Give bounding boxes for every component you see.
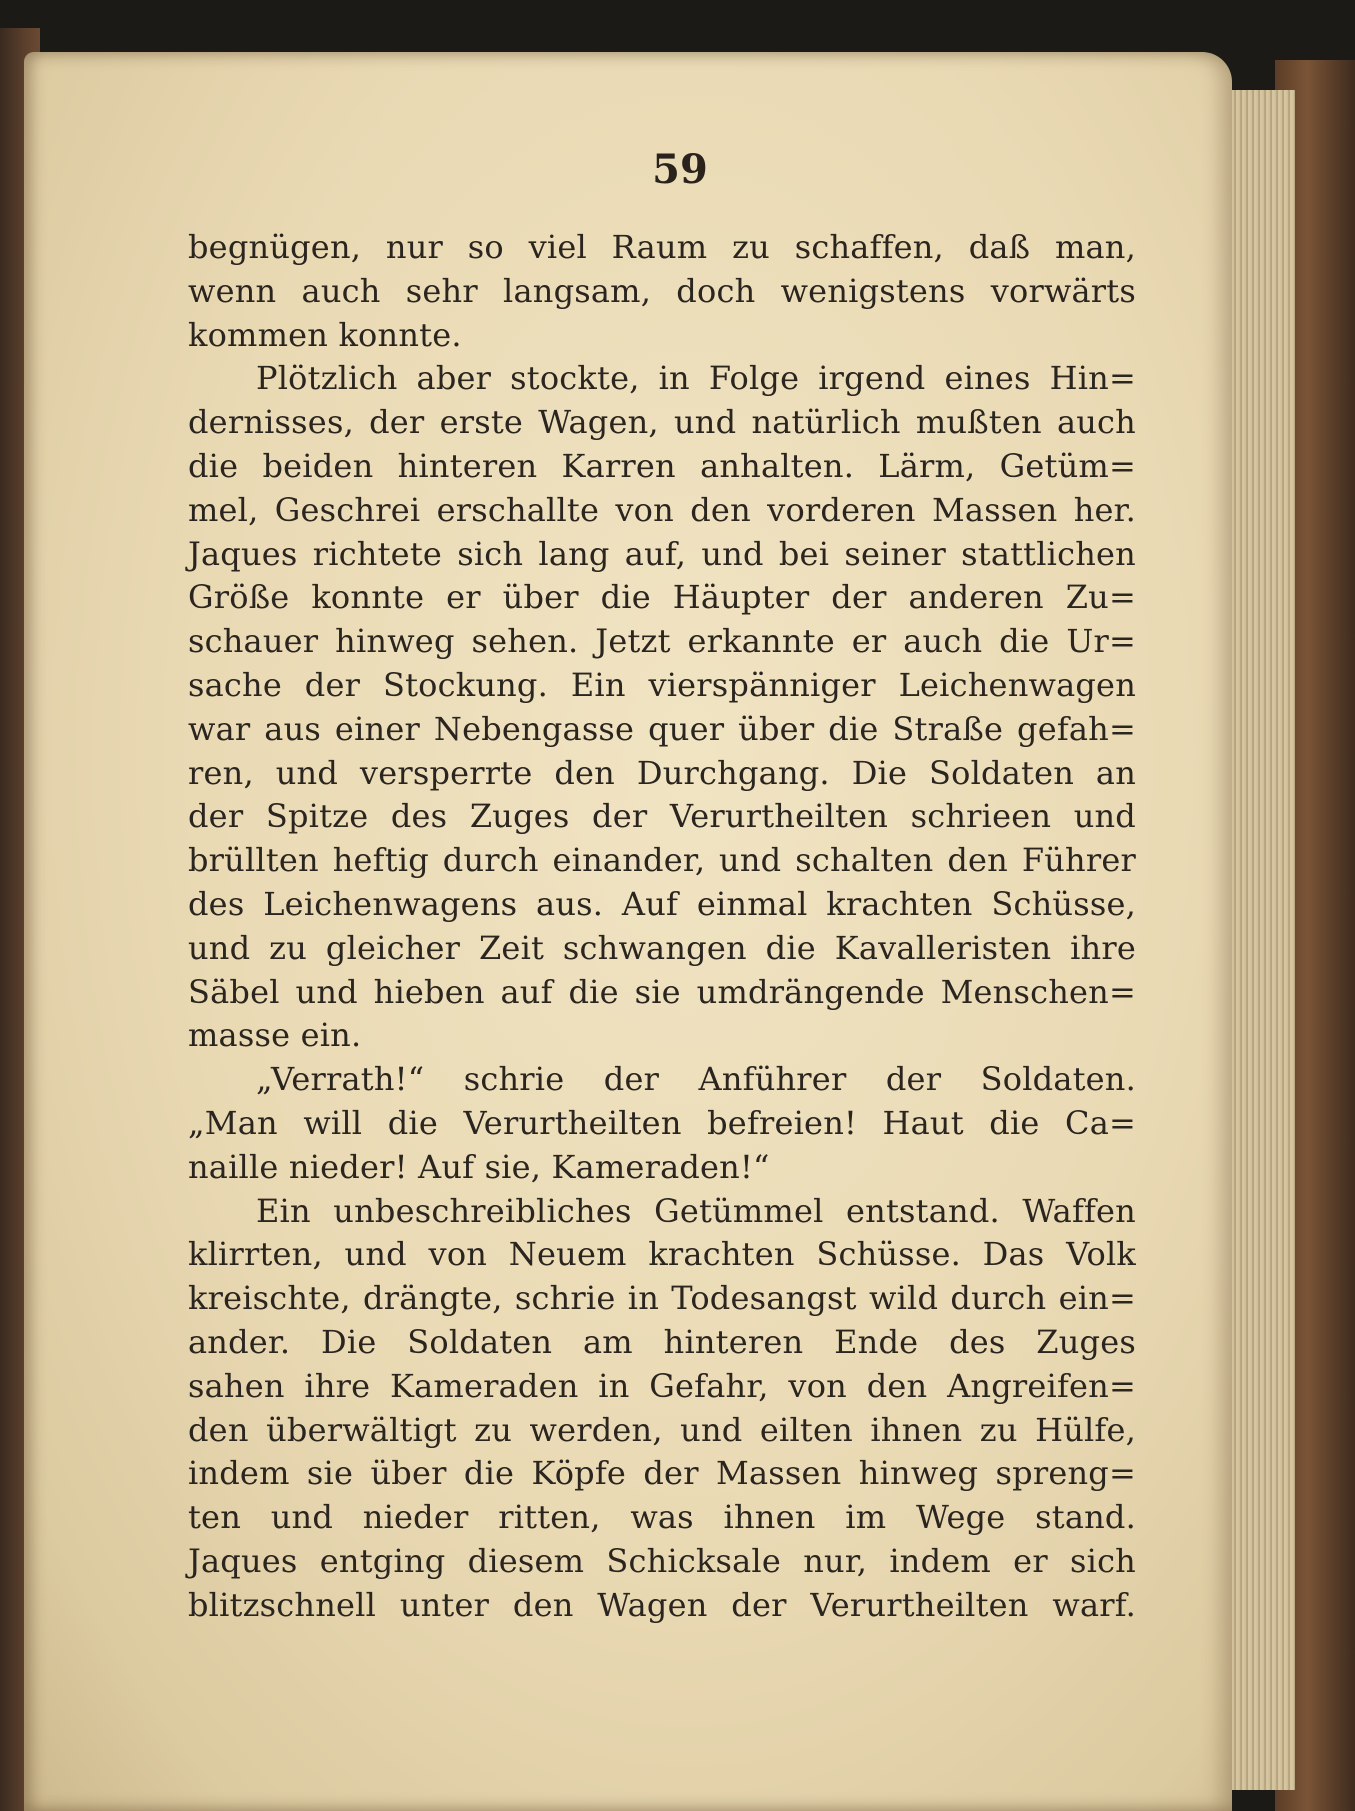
text-line: naille nieder! Auf sie, Kameraden!“ — [188, 1147, 770, 1186]
page-edges — [1225, 90, 1295, 1790]
text-line: kommen konnte. — [188, 315, 462, 354]
text-line: sahen ihre Kameraden in Gefahr, von den Angreifen= — [188, 1366, 1136, 1405]
text-line: sache der Stockung. Ein vierspänniger Leichenwagen — [188, 665, 1136, 704]
text-line: „Verrath!“ schrie der Anführer der Soldaten. — [256, 1060, 1136, 1099]
text-line: Jaques entging diesem Schicksale nur, indem er sich — [188, 1541, 1136, 1580]
text-line: dernisses, der erste Wagen, und natürlich mußten auch — [188, 403, 1136, 442]
text-line: schauer hinweg sehen. Jetzt erkannte er auch die Ur= — [188, 622, 1136, 661]
text-line: ten und nieder ritten, was ihnen im Wege stand. — [188, 1498, 1136, 1537]
text-line: blitzschnell unter den Wagen der Verurtheilten warf. — [188, 1585, 1136, 1624]
text-line: kreischte, drängte, schrie in Todesangst wild durch ein= — [188, 1279, 1136, 1318]
page-number: 59 — [652, 146, 708, 193]
text-line: mel, Geschrei erschallte von den vorderen Massen her. — [188, 490, 1136, 529]
text-line: Jaques richtete sich lang auf, und bei seiner stattlichen — [188, 534, 1136, 573]
text-line: klirrten, und von Neuem krachten Schüsse. Das Volk — [188, 1235, 1136, 1274]
text-line: den überwältigt zu werden, und eilten ihnen zu Hülfe, — [188, 1410, 1136, 1449]
text-line: des Leichenwagens aus. Auf einmal krachten Schüsse, — [188, 884, 1136, 923]
text-line: Größe konnte er über die Häupter der anderen Zu= — [188, 578, 1136, 617]
text-line: wenn auch sehr langsam, doch wenigstens vorwärts — [188, 271, 1136, 310]
text-line: ren, und versperrte den Durchgang. Die Soldaten an — [188, 753, 1136, 792]
text-line: masse ein. — [188, 1016, 362, 1055]
text-line: begnügen, nur so viel Raum zu schaffen, daß man, — [188, 228, 1136, 266]
text-line: Säbel und hieben auf die sie umdrängende Menschen= — [188, 972, 1136, 1011]
text-line: und zu gleicher Zeit schwangen die Kavalleristen ihre — [188, 928, 1136, 967]
text-line: Plötzlich aber stockte, in Folge irgend eines Hin= — [256, 359, 1136, 398]
text-line: war aus einer Nebengasse quer über die Straße gefah= — [188, 709, 1136, 748]
text-line: indem sie über die Köpfe der Massen hinweg spreng= — [188, 1454, 1136, 1493]
text-line: „Man will die Verurtheilten befreien! Haut die Ca= — [188, 1103, 1136, 1142]
text-line: brüllten heftig durch einander, und schalten den Führer — [188, 841, 1136, 880]
text-line: ander. Die Soldaten am hinteren Ende des Zuges — [188, 1322, 1136, 1361]
text-line: Ein unbeschreibliches Getümmel entstand. Waffen — [256, 1191, 1136, 1230]
text-line: die beiden hinteren Karren anhalten. Lärm, Getüm= — [188, 446, 1136, 485]
text-line: der Spitze des Zuges der Verurtheilten schrieen und — [188, 797, 1136, 836]
body-text — [188, 226, 1136, 1628]
